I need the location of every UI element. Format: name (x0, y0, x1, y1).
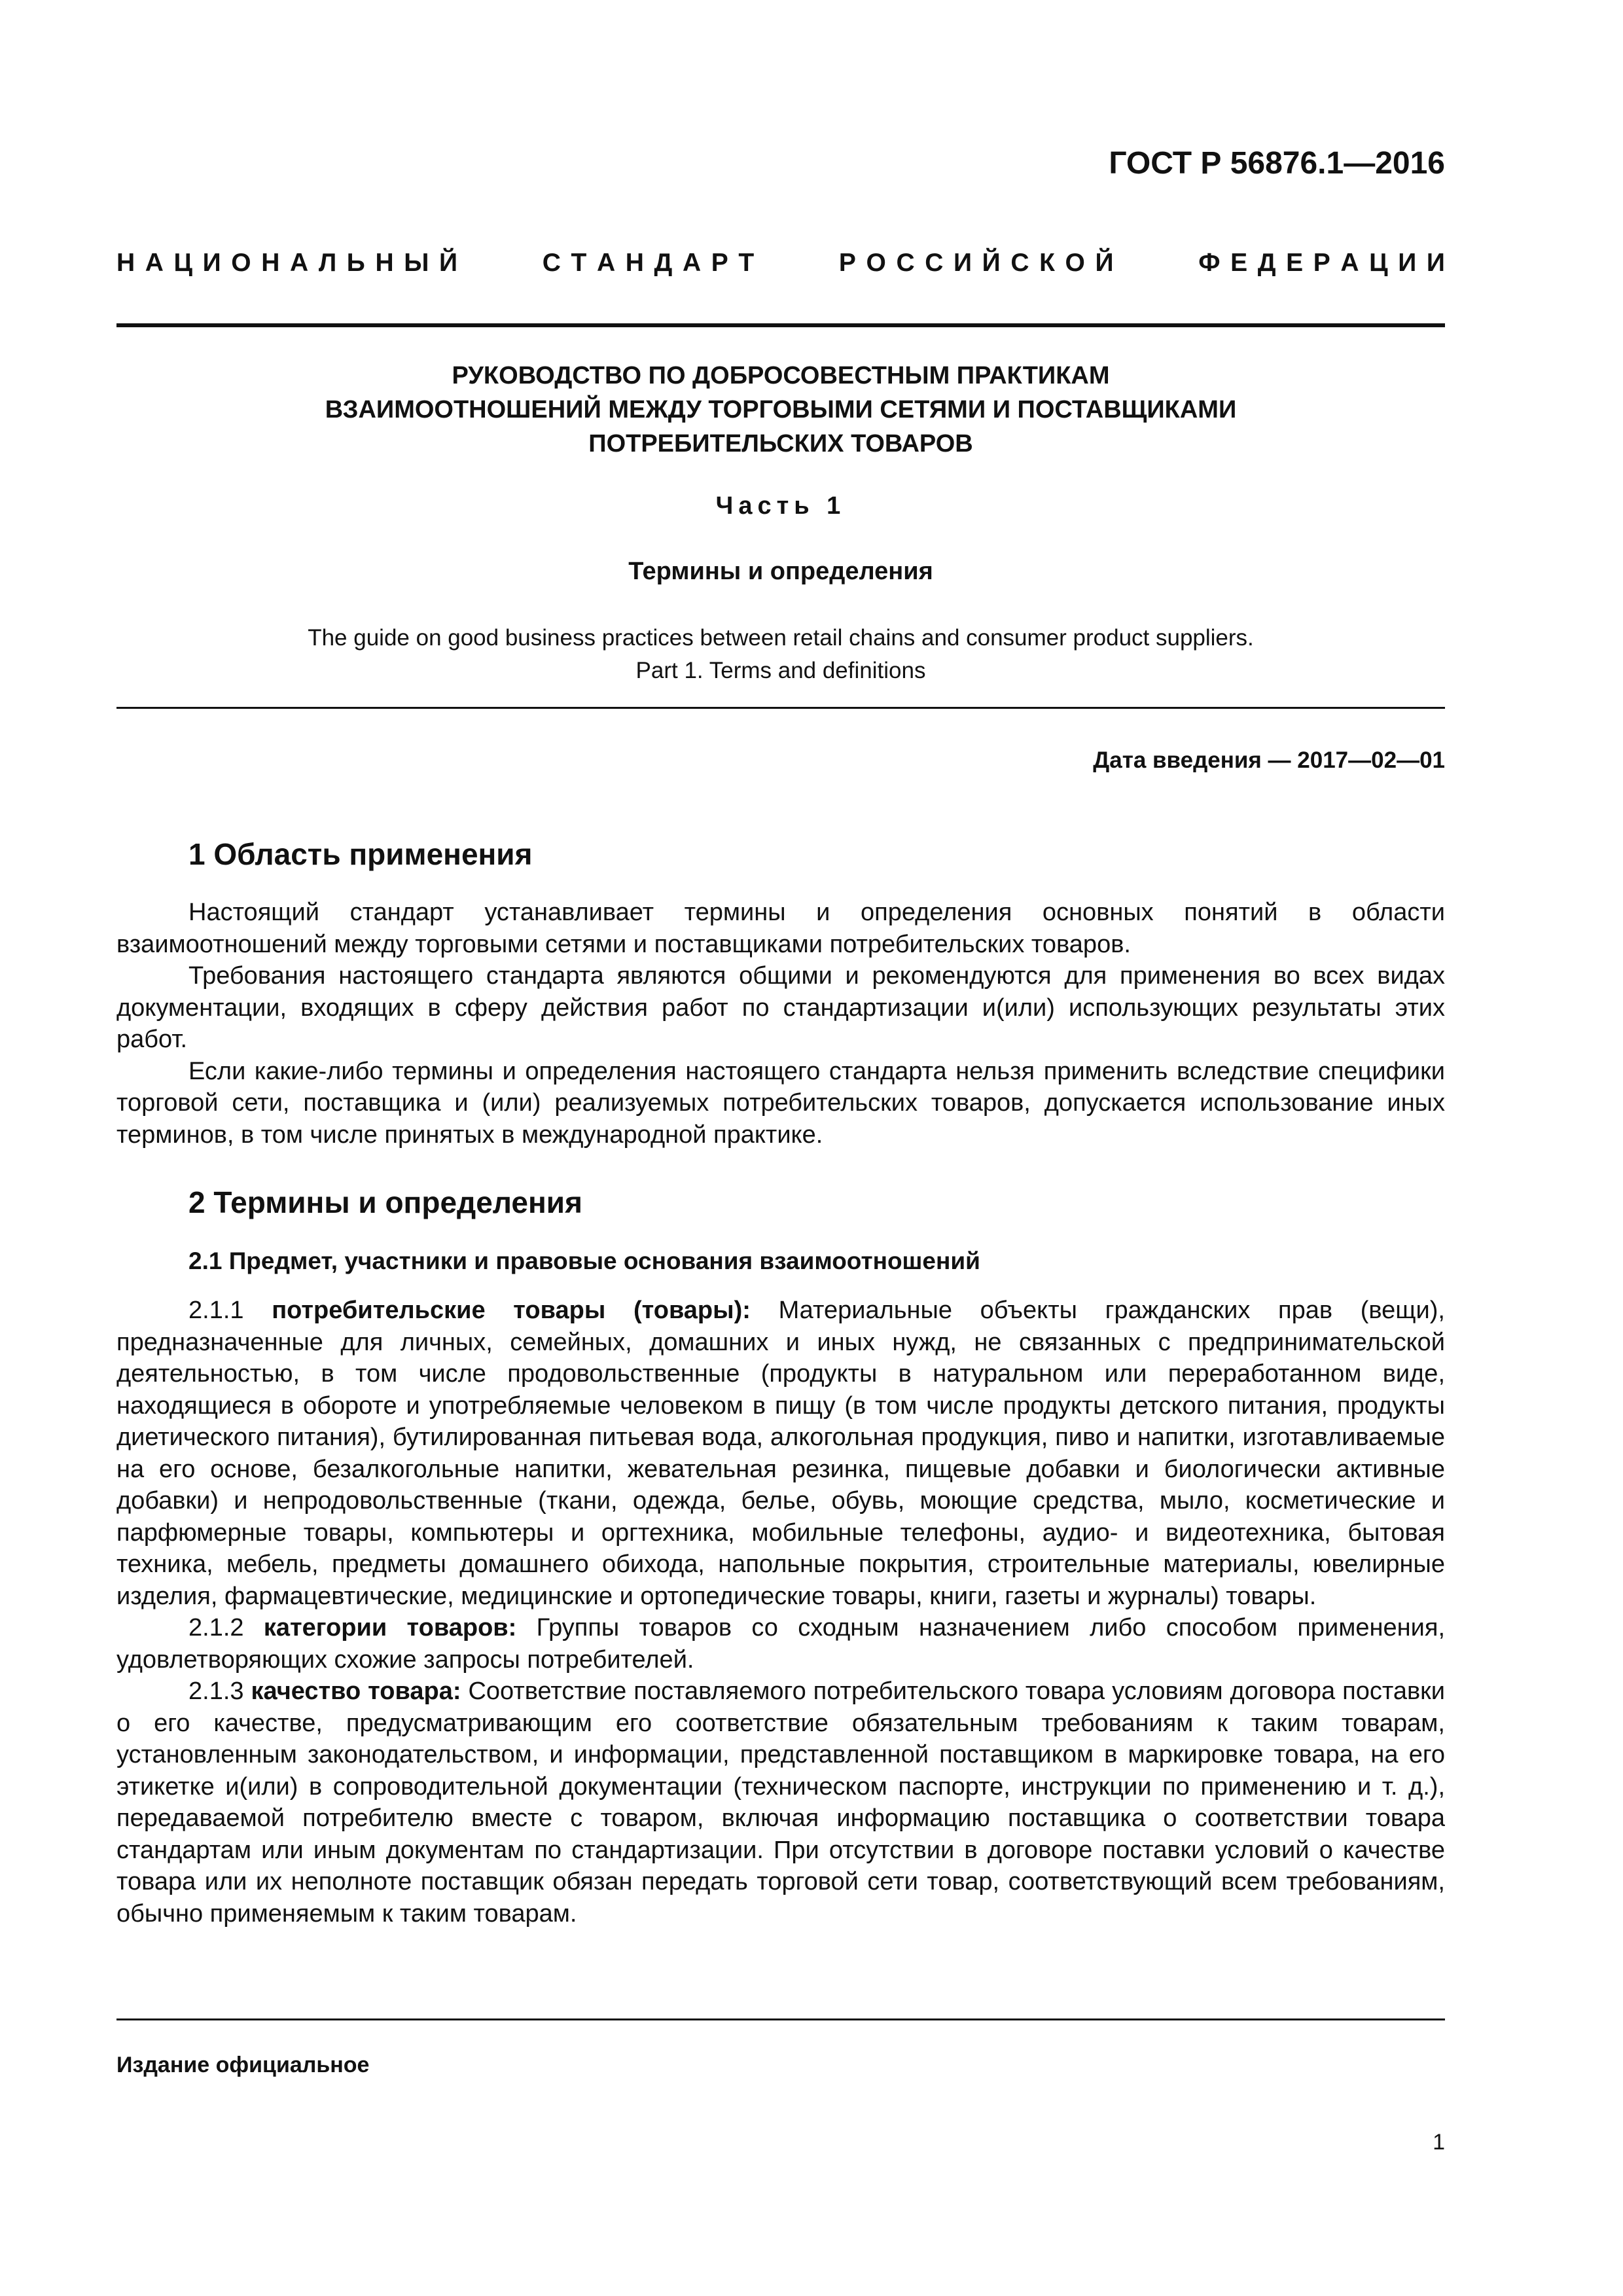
part-subtitle: Термины и определения (628, 558, 933, 585)
section-1-heading: 1 Область применения (188, 837, 533, 871)
gost-code: ГОСТ Р 56876.1—2016 (1109, 146, 1445, 181)
header-divider (116, 323, 1445, 327)
english-title-line: The guide on good business practices between retail chains and consumer product suppliers. (308, 625, 1254, 651)
term-name: потребительские товары (товары): (272, 1297, 751, 1324)
section-2-1-heading: 2.1 Предмет, участники и правовые основания взаимоотношений (188, 1247, 980, 1274)
title-line: ВЗАИМООТНОШЕНИЙ МЕЖДУ ТОРГОВЫМИ СЕТЯМИ И ПОСТАВЩИКАМИ (325, 396, 1237, 423)
banner-word: Н А Ц И О Н А Л Ь Н Ы Й (116, 249, 458, 277)
title-line: ПОТРЕБИТЕЛЬСКИХ ТОВАРОВ (588, 430, 973, 457)
english-title-line: Part 1. Terms and definitions (635, 658, 926, 683)
term-name: категории товаров: (263, 1614, 517, 1641)
paragraph: Требования настоящего стандарта являются общими и рекомендуются для применения во всех видах документации, входящих в сферу действия работ по стандартизации и(или) использующих результаты этих работ. (116, 962, 1445, 1053)
document-page (116, 0, 1445, 2296)
title-line: РУКОВОДСТВО ПО ДОБРОСОВЕСТНЫМ ПРАКТИКАМ (452, 362, 1110, 389)
term-entry (116, 1295, 1445, 1612)
document-title (116, 359, 1445, 461)
term-entry (116, 1612, 1445, 1676)
section-2-heading: 2 Термины и определения (188, 1185, 582, 1219)
term-entry (116, 1676, 1445, 1929)
footer-divider (116, 2018, 1445, 2020)
paragraph: Если какие-либо термины и определения настоящего стандарта нельзя применить вследствие специфики торговой сети, поставщика и (или) реализуемых потребительских товаров, допускается использование иных терминов, в том числе принятых в международной практике. (116, 1057, 1445, 1149)
banner-word: Р О С С И Й С К О Й (838, 249, 1114, 277)
term-number: 2.1.2 (188, 1614, 244, 1641)
official-edition-label: Издание официальное (116, 2053, 370, 2077)
term-definition: Группы товаров со сходным назначением либо способом применения, удовлетворяющих схожие запросы потребителей. (116, 1614, 1445, 1674)
paragraph: Настоящий стандарт устанавливает термины и определения основных понятий в области взаимоотношений между торговыми сетями и поставщиками потребительских товаров. (116, 899, 1445, 958)
banner-word: Ф Е Д Е Р А Ц И И (1198, 249, 1445, 277)
national-standard-banner (116, 249, 1445, 278)
term-definition: Материальные объекты гражданских прав (вещи), предназначенные для личных, семейных, домашних и иных нужд, не связанных с предпринимательской деятельностью, в том числе продовольственные (продукты в натуральном или переработанном виде, находящиеся в обороте и употребляемые человеком в пищу (в том числе продукты детского питания, продукты диетического питания), бутилированная питьевая вода, алкогольная продукция, пиво и напитки, изготавливаемые на его основе, безалкогольные напитки, жевательная резинка, пищевые добавки и биологически активные добавки) и непродовольственные (ткани, одежда, белье, обувь, моющие средства, мыло, косметические и парфюмерные товары, компьютеры и оргтехника, мобильные телефоны, аудио- и видеотехника, бытовая техника, мебель, предметы домашнего обихода, напольные покрытия, строительные материалы, ювелирные изделия, фармацевтические, медицинские и ортопедические товары, книги, газеты и журналы) товары. (116, 1297, 1445, 1610)
term-number: 2.1.1 (188, 1297, 244, 1324)
page-number: 1 (1433, 2130, 1445, 2155)
term-definition: Соответствие поставляемого потребительского товара условиям договора поставки о его качестве, предусматривающим его соответствие обязательным требованиям к таким товарам, установленным законодательством, и информации, представленной поставщиком в маркировке товара, на его этикетке и(или) в сопроводительной документации (техническом паспорте, инструкции по применению и т. д.), передаваемой потребителю вместе с товаром, включая информацию поставщика о соответствии товара стандартам или иным документам по стандартизации. При отсутствии в договоре поставки условий о качестве товара или их неполноте поставщик обязан передать торговой сети товар, соответствующий всем требованиям, обычно применяемым к таким товарам. (116, 1677, 1445, 1928)
terms-list (116, 1295, 1445, 1929)
section-1-body (116, 897, 1445, 1151)
part-label: Часть 1 (715, 492, 846, 520)
term-number: 2.1.3 (188, 1677, 244, 1705)
term-name: качество товара: (251, 1677, 461, 1705)
english-title (116, 622, 1445, 687)
banner-word: С Т А Н Д А Р Т (542, 249, 755, 277)
introduction-date: Дата введения — 2017—02—01 (1093, 747, 1445, 773)
title-divider (116, 707, 1445, 709)
